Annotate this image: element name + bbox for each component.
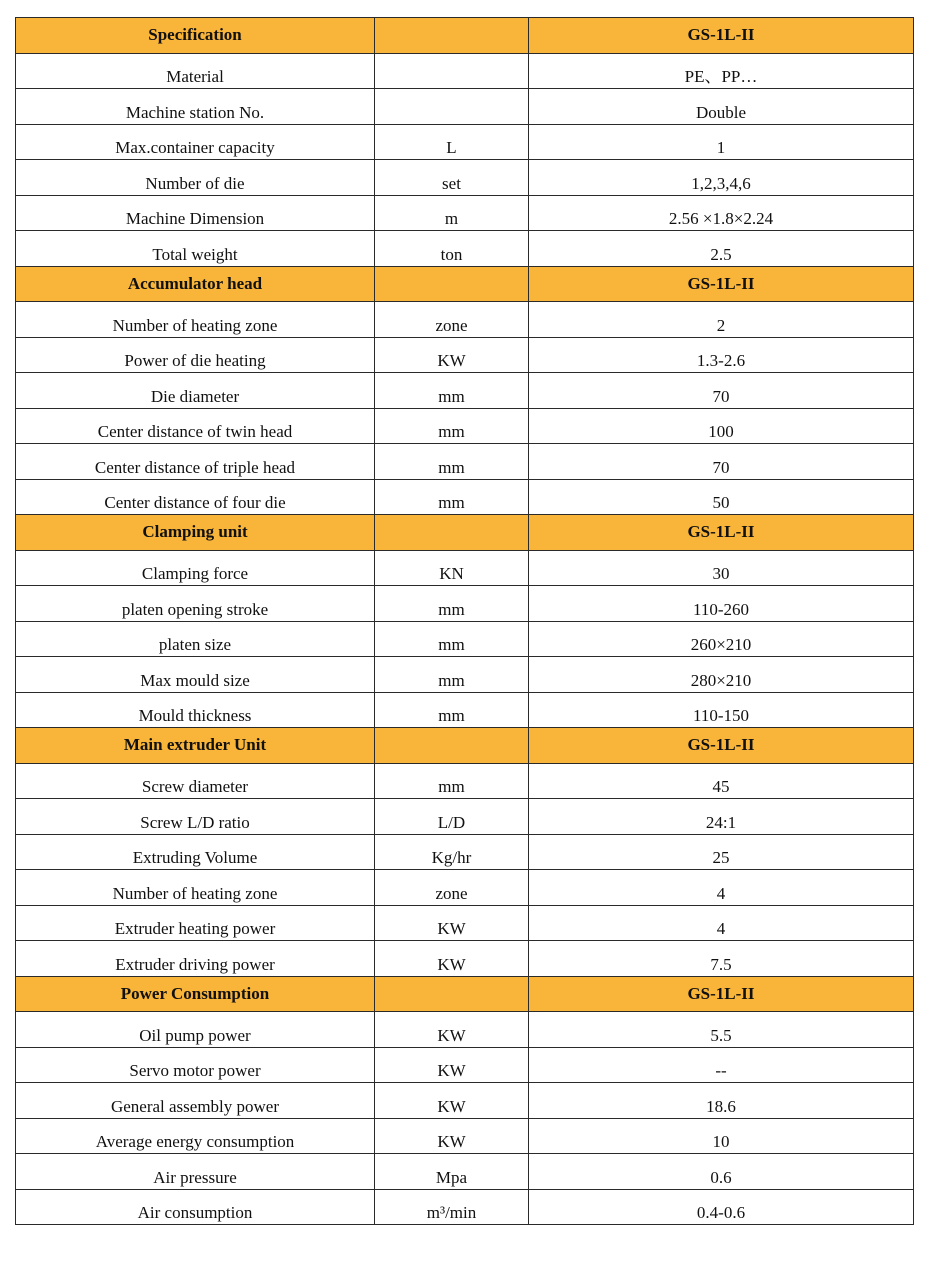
section-unit bbox=[375, 266, 529, 302]
section-header-row bbox=[16, 266, 914, 302]
param-value-cell: 1,2,3,4,6 bbox=[529, 160, 914, 196]
param-value-cell: 30 bbox=[529, 550, 914, 586]
param-unit-cell: L bbox=[375, 124, 529, 160]
param-unit-cell: Kg/hr bbox=[375, 834, 529, 870]
section-title: Specification bbox=[16, 18, 375, 54]
spec-table-body bbox=[16, 18, 914, 1225]
param-name-cell: Oil pump power bbox=[16, 1012, 375, 1048]
table-row bbox=[16, 799, 914, 835]
param-unit-cell: KW bbox=[375, 337, 529, 373]
param-name-cell: Machine station No. bbox=[16, 89, 375, 125]
table-row bbox=[16, 621, 914, 657]
param-name-cell: Center distance of triple head bbox=[16, 444, 375, 480]
param-value-cell: 70 bbox=[529, 444, 914, 480]
table-row bbox=[16, 1012, 914, 1048]
section-header-row bbox=[16, 728, 914, 764]
param-name-cell: Screw L/D ratio bbox=[16, 799, 375, 835]
param-value-cell: 2.56 ×1.8×2.24 bbox=[529, 195, 914, 231]
param-unit-cell bbox=[375, 53, 529, 89]
section-title: Power Consumption bbox=[16, 976, 375, 1012]
table-row bbox=[16, 53, 914, 89]
param-unit-cell: KW bbox=[375, 1083, 529, 1119]
param-unit-cell: mm bbox=[375, 621, 529, 657]
param-unit-cell: KW bbox=[375, 905, 529, 941]
param-name-cell: Servo motor power bbox=[16, 1047, 375, 1083]
section-model: GS-1L-II bbox=[529, 976, 914, 1012]
param-name-cell: Max.container capacity bbox=[16, 124, 375, 160]
param-value-cell: Double bbox=[529, 89, 914, 125]
section-model: GS-1L-II bbox=[529, 515, 914, 551]
table-row bbox=[16, 231, 914, 267]
table-row bbox=[16, 444, 914, 480]
param-unit-cell: m³/min bbox=[375, 1189, 529, 1225]
table-row bbox=[16, 763, 914, 799]
section-unit bbox=[375, 515, 529, 551]
param-value-cell: 110-260 bbox=[529, 586, 914, 622]
param-value-cell: 24:1 bbox=[529, 799, 914, 835]
param-value-cell: 50 bbox=[529, 479, 914, 515]
param-name-cell: platen size bbox=[16, 621, 375, 657]
param-unit-cell: KW bbox=[375, 1047, 529, 1083]
param-name-cell: Extruding Volume bbox=[16, 834, 375, 870]
param-name-cell: Max mould size bbox=[16, 657, 375, 693]
table-row bbox=[16, 195, 914, 231]
param-unit-cell: KW bbox=[375, 1012, 529, 1048]
section-title: Accumulator head bbox=[16, 266, 375, 302]
section-title: Clamping unit bbox=[16, 515, 375, 551]
param-name-cell: Air pressure bbox=[16, 1154, 375, 1190]
param-unit-cell: mm bbox=[375, 763, 529, 799]
table-row bbox=[16, 657, 914, 693]
table-row bbox=[16, 870, 914, 906]
param-name-cell: Die diameter bbox=[16, 373, 375, 409]
param-value-cell: 2 bbox=[529, 302, 914, 338]
param-unit-cell: mm bbox=[375, 444, 529, 480]
param-value-cell: 100 bbox=[529, 408, 914, 444]
param-value-cell: 25 bbox=[529, 834, 914, 870]
param-value-cell: 7.5 bbox=[529, 941, 914, 977]
table-row bbox=[16, 834, 914, 870]
param-unit-cell: set bbox=[375, 160, 529, 196]
section-header-row bbox=[16, 976, 914, 1012]
table-row bbox=[16, 373, 914, 409]
param-unit-cell: mm bbox=[375, 408, 529, 444]
param-name-cell: Center distance of twin head bbox=[16, 408, 375, 444]
param-name-cell: Material bbox=[16, 53, 375, 89]
param-value-cell: -- bbox=[529, 1047, 914, 1083]
param-unit-cell: zone bbox=[375, 302, 529, 338]
param-value-cell: 5.5 bbox=[529, 1012, 914, 1048]
table-row bbox=[16, 1118, 914, 1154]
param-name-cell: Number of heating zone bbox=[16, 870, 375, 906]
section-header-row bbox=[16, 18, 914, 54]
table-row bbox=[16, 586, 914, 622]
param-name-cell: Power of die heating bbox=[16, 337, 375, 373]
param-name-cell: Number of die bbox=[16, 160, 375, 196]
param-value-cell: 1 bbox=[529, 124, 914, 160]
table-row bbox=[16, 1154, 914, 1190]
section-title: Main extruder Unit bbox=[16, 728, 375, 764]
section-model: GS-1L-II bbox=[529, 728, 914, 764]
param-unit-cell: KW bbox=[375, 941, 529, 977]
param-value-cell: 0.6 bbox=[529, 1154, 914, 1190]
param-unit-cell: mm bbox=[375, 373, 529, 409]
param-name-cell: Total weight bbox=[16, 231, 375, 267]
param-name-cell: Machine Dimension bbox=[16, 195, 375, 231]
table-row bbox=[16, 941, 914, 977]
table-row bbox=[16, 124, 914, 160]
table-row bbox=[16, 337, 914, 373]
param-value-cell: 4 bbox=[529, 870, 914, 906]
param-value-cell: 10 bbox=[529, 1118, 914, 1154]
section-unit bbox=[375, 976, 529, 1012]
param-name-cell: Air consumption bbox=[16, 1189, 375, 1225]
param-value-cell: 4 bbox=[529, 905, 914, 941]
spec-table bbox=[15, 17, 914, 1225]
table-row bbox=[16, 1083, 914, 1119]
table-row bbox=[16, 1047, 914, 1083]
param-name-cell: Extruder driving power bbox=[16, 941, 375, 977]
param-unit-cell: m bbox=[375, 195, 529, 231]
param-unit-cell: KW bbox=[375, 1118, 529, 1154]
param-unit-cell: mm bbox=[375, 586, 529, 622]
section-model: GS-1L-II bbox=[529, 266, 914, 302]
param-value-cell: 280×210 bbox=[529, 657, 914, 693]
param-value-cell: 260×210 bbox=[529, 621, 914, 657]
param-name-cell: platen opening stroke bbox=[16, 586, 375, 622]
param-name-cell: Screw diameter bbox=[16, 763, 375, 799]
table-row bbox=[16, 89, 914, 125]
param-value-cell: 0.4-0.6 bbox=[529, 1189, 914, 1225]
table-row bbox=[16, 692, 914, 728]
param-value-cell: 70 bbox=[529, 373, 914, 409]
param-value-cell: 2.5 bbox=[529, 231, 914, 267]
param-unit-cell: mm bbox=[375, 479, 529, 515]
param-unit-cell: Mpa bbox=[375, 1154, 529, 1190]
table-row bbox=[16, 160, 914, 196]
table-row bbox=[16, 302, 914, 338]
param-value-cell: PE、PP… bbox=[529, 53, 914, 89]
table-row bbox=[16, 550, 914, 586]
param-unit-cell: mm bbox=[375, 692, 529, 728]
param-name-cell: Mould thickness bbox=[16, 692, 375, 728]
section-header-row bbox=[16, 515, 914, 551]
param-unit-cell: zone bbox=[375, 870, 529, 906]
param-unit-cell: L/D bbox=[375, 799, 529, 835]
table-row bbox=[16, 408, 914, 444]
param-value-cell: 1.3-2.6 bbox=[529, 337, 914, 373]
param-name-cell: Center distance of four die bbox=[16, 479, 375, 515]
param-name-cell: General assembly power bbox=[16, 1083, 375, 1119]
section-unit bbox=[375, 728, 529, 764]
table-row bbox=[16, 905, 914, 941]
table-row bbox=[16, 1189, 914, 1225]
param-name-cell: Extruder heating power bbox=[16, 905, 375, 941]
param-name-cell: Number of heating zone bbox=[16, 302, 375, 338]
param-unit-cell: mm bbox=[375, 657, 529, 693]
param-name-cell: Average energy consumption bbox=[16, 1118, 375, 1154]
param-unit-cell bbox=[375, 89, 529, 125]
section-model: GS-1L-II bbox=[529, 18, 914, 54]
section-unit bbox=[375, 18, 529, 54]
table-row bbox=[16, 479, 914, 515]
param-value-cell: 45 bbox=[529, 763, 914, 799]
param-unit-cell: ton bbox=[375, 231, 529, 267]
param-unit-cell: KN bbox=[375, 550, 529, 586]
param-value-cell: 110-150 bbox=[529, 692, 914, 728]
param-name-cell: Clamping force bbox=[16, 550, 375, 586]
param-value-cell: 18.6 bbox=[529, 1083, 914, 1119]
